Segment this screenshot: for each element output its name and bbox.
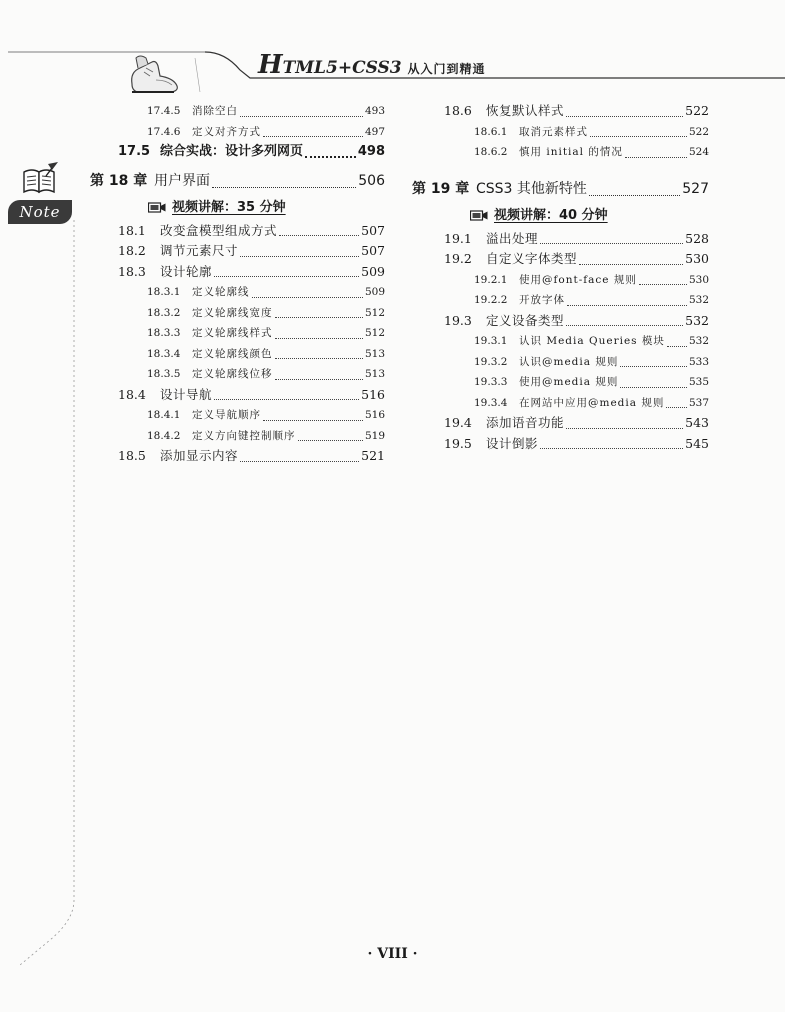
toc-right-column bbox=[412, 101, 709, 454]
toc-entry[interactable]: 19.3.1 认识 Media Queries 模块 532 bbox=[474, 335, 709, 347]
toc-entry[interactable]: 19.5 设计倒影 545 bbox=[444, 435, 709, 451]
toc-entry[interactable]: 18.3.3 定义轮廓线样式 512 bbox=[147, 327, 385, 339]
toc-chapter-entry[interactable]: 第 19 章 CSS3 其他新特性 527 bbox=[412, 180, 709, 197]
book-title-sub: 从入门到精通 bbox=[407, 62, 486, 76]
toc-entry[interactable]: 18.4.2 定义方向键控制顺序 519 bbox=[147, 429, 385, 442]
book-title bbox=[258, 50, 486, 80]
toc-entry[interactable]: 19.2 自定义字体类型 530 bbox=[444, 251, 709, 266]
toc-entry[interactable]: 17.4.5 消除空白 493 bbox=[147, 105, 385, 117]
toc-left-column bbox=[90, 101, 385, 467]
video-lecture-label: 视频讲解：35 分钟 bbox=[90, 195, 385, 221]
toc-entry[interactable]: 19.3 定义设备类型 532 bbox=[444, 312, 709, 328]
toc-entry[interactable]: 18.3.1 定义轮廓线 509 bbox=[147, 286, 385, 298]
toc-entry[interactable]: 19.4 添加语音功能 543 bbox=[444, 415, 709, 430]
note-badge: Note bbox=[8, 200, 72, 224]
toc-entry[interactable]: 18.6.1 取消元素样式 522 bbox=[474, 125, 709, 138]
toc-entry[interactable]: 18.3 设计轮廓 509 bbox=[118, 263, 385, 279]
toc-entry[interactable]: 17.4.6 定义对齐方式 497 bbox=[147, 125, 385, 138]
toc-entry[interactable]: 17.5 综合实战：设计多列网页 498 bbox=[118, 144, 385, 159]
margin-dashed-line bbox=[0, 220, 80, 980]
page-number: · VIII · bbox=[367, 946, 418, 962]
toc-entry[interactable]: 19.1 溢出处理 528 bbox=[444, 230, 709, 246]
open-book-pencil-icon bbox=[20, 162, 60, 198]
toc-entry[interactable]: 18.2 调节元素尺寸 507 bbox=[118, 243, 385, 258]
toc-entry[interactable]: 19.3.3 使用@media 规则 535 bbox=[474, 376, 709, 388]
toc-entry[interactable]: 19.3.4 在网站中应用@media 规则 537 bbox=[474, 396, 709, 409]
toc-entry[interactable]: 18.4.1 定义导航顺序 516 bbox=[147, 409, 385, 421]
toc-entry[interactable]: 19.3.2 认识@media 规则 533 bbox=[474, 355, 709, 368]
toc-entry[interactable]: 18.3.5 定义轮廓线位移 513 bbox=[147, 368, 385, 380]
toc-entry[interactable]: 18.3.2 定义轮廓线宽度 512 bbox=[147, 306, 385, 319]
toc-entry[interactable]: 18.1 改变盒模型组成方式 507 bbox=[118, 222, 385, 238]
book-title-initial: H bbox=[258, 50, 283, 80]
toc-chapter-entry[interactable]: 第 18 章 用户界面 506 bbox=[90, 172, 385, 189]
toc-entry[interactable]: 18.6.2 慎用 initial 的情况 524 bbox=[474, 146, 709, 158]
shoe-illustration-icon bbox=[126, 54, 186, 98]
toc-entry[interactable]: 18.4 设计导航 516 bbox=[118, 386, 385, 402]
toc-entry[interactable]: 18.3.4 定义轮廓线颜色 513 bbox=[147, 347, 385, 360]
toc-entry[interactable]: 19.2.1 使用@font-face 规则 530 bbox=[474, 273, 709, 286]
toc-entry[interactable]: 18.5 添加显示内容 521 bbox=[118, 448, 385, 463]
video-camera-icon bbox=[148, 201, 166, 214]
video-lecture-label: 视频讲解：40 分钟 bbox=[412, 203, 709, 229]
video-camera-icon bbox=[470, 209, 488, 222]
book-title-main: TML5+CSS3 bbox=[282, 58, 402, 78]
toc-entry[interactable]: 18.6 恢复默认样式 522 bbox=[444, 103, 709, 118]
toc-entry[interactable]: 19.2.2 开放字体 532 bbox=[474, 294, 709, 306]
